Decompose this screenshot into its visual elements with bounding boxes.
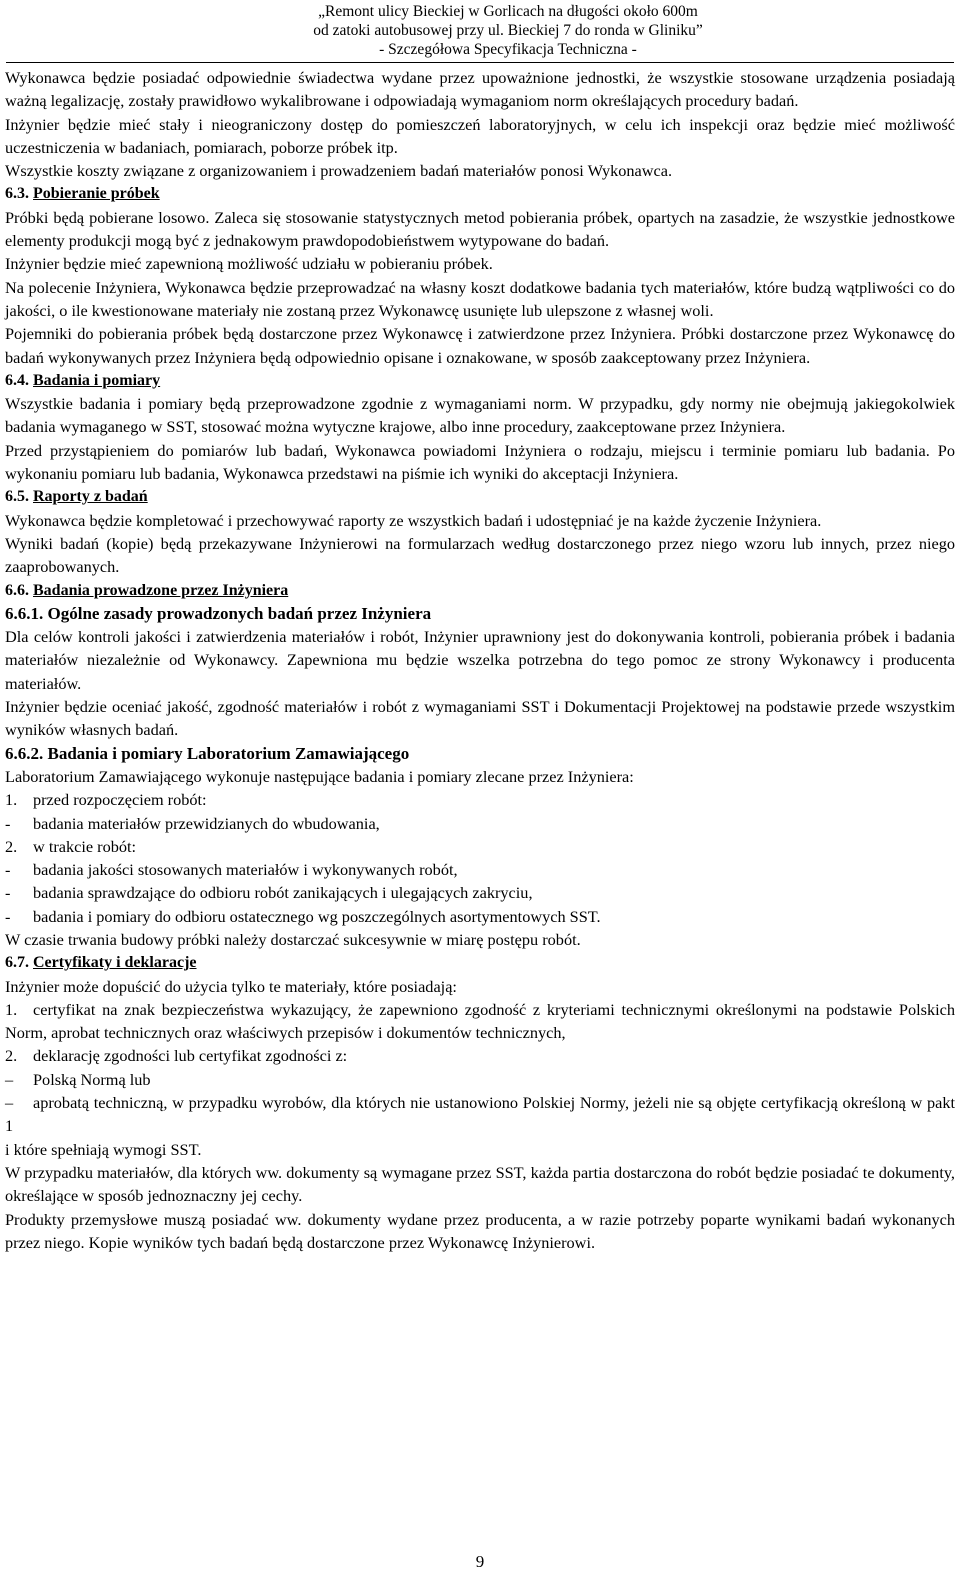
list-text: przed rozpoczęciem robót: bbox=[33, 790, 207, 810]
subsection-heading-6-6-2: 6.6.2. Badania i pomiary Laboratorium Zamawiającego bbox=[5, 743, 410, 763]
header-title-line2: od zatoki autobusowej przy ul. Bieckiej 7 do ronda w Gliniku” bbox=[313, 22, 703, 39]
list-marker: - bbox=[5, 813, 11, 833]
list-text: badania jakości stosowanych materiałów i wykonywanych robót, bbox=[33, 860, 458, 880]
list-marker: - bbox=[5, 906, 11, 926]
paragraph: Na polecenie Inżyniera, Wykonawca będzie przeprowadzać na własny koszt dodatkowe badania tych materiałów, które budzą wątpliwości co do jakości, o ile kwestionowane materiały nie zostaną przez Wykonawcę usunięte lub ulepszone z własnej woli. bbox=[5, 277, 955, 320]
paragraph: Inżynier będzie oceniać jakość, zgodność materiałów i robót z wymaganiami SST i Dokumentacji Projektowej na podstawie przede wszystkim wyników własnych badań. bbox=[5, 697, 955, 740]
list-item bbox=[5, 998, 955, 1045]
list-item bbox=[5, 858, 955, 881]
document-body bbox=[5, 66, 955, 1254]
list-marker: 2. bbox=[5, 836, 18, 856]
list-text: badania materiałów przewidzianych do wbudowania, bbox=[33, 813, 380, 833]
paragraph: Próbki będą pobierane losowo. Zaleca się stosowanie statystycznych metod pobierania próbek, opartych na zasadzie, że wszystkie jednostkowe elementy produkcji mogą być z jednakowym prawdopodobieństwem wytypowane do badań. bbox=[5, 207, 955, 251]
list-marker: - bbox=[5, 860, 11, 880]
list-item bbox=[5, 835, 955, 858]
paragraph: Przed przystąpieniem do pomiarów lub badań, Wykonawca powiadomi Inżyniera o rodzaju, miejscu i terminie pomiaru lub badania. Po wykonaniu pomiaru lub badania, Wykonawca przedstawi na piśmie ich wyniki do akceptacji Inżyniera. bbox=[5, 440, 955, 484]
section-number: 6.6. bbox=[5, 581, 29, 599]
section-heading-6-4 bbox=[5, 369, 955, 392]
paragraph: Produkty przemysłowe muszą posiadać ww. dokumenty wydane przez producenta, a w razie potrzeby poparte wynikami badań wykonanych przez niego. Kopie wyników tych badań będą dostarczone przez Wykonawcę Inżynierowi. bbox=[5, 1209, 955, 1252]
paragraph: Inżynier może dopuścić do użycia tylko te materiały, które posiadają: bbox=[5, 976, 457, 996]
paragraph: Wyniki badań (kopie) będą przekazywane Inżynierowi na formularzach według dostarczonego przez niego wzoru lub innych, przez niego zaaprobowanych. bbox=[5, 533, 955, 577]
list-marker: – bbox=[5, 1069, 14, 1089]
paragraph: Laboratorium Zamawiającego wykonuje następujące badania i pomiary zlecane przez Inżyniera: bbox=[5, 766, 634, 786]
paragraph: W przypadku materiałów, dla których ww. dokumenty są wymagane przez SST, każda partia dostarczona do robót będzie posiadać te dokumenty, określające w sposób jednoznaczny jej cechy. bbox=[5, 1162, 955, 1206]
section-heading-6-7 bbox=[5, 951, 955, 974]
paragraph: Inżynier będzie mieć stały i nieograniczony dostęp do pomieszczeń laboratoryjnych, w celu ich inspekcji oraz będzie mieć możliwość uczestniczenia w badaniach, pomiarach, poborze próbek itp. bbox=[5, 114, 955, 157]
list-text: certyfikat na znak bezpieczeństwa wykazujący, że zapewniono zgodność z kryteriami technicznymi określonymi na podstawie Polskich Norm, aprobat technicznych oraz właściwych przepisów i dokumentów technicznych, bbox=[5, 999, 955, 1043]
list-text: deklarację zgodności lub certyfikat zgodności z: bbox=[33, 1046, 348, 1066]
paragraph: Wykonawca będzie kompletować i przechowywać raporty ze wszystkich badań i udostępniać je na każde życzenie Inżyniera. bbox=[5, 510, 822, 530]
paragraph: Wszystkie koszty związane z organizowaniem i prowadzeniem badań materiałów ponosi Wykonawca. bbox=[5, 161, 673, 181]
paragraph: i które spełniają wymogi SST. bbox=[5, 1139, 202, 1159]
list-marker: 2. bbox=[5, 1046, 18, 1066]
header-divider bbox=[6, 62, 954, 63]
list-item bbox=[5, 1091, 955, 1138]
subsection-heading-6-6-1: 6.6.1. Ogólne zasady prowadzonych badań przez Inżyniera bbox=[5, 603, 432, 623]
section-title: Raporty z badań bbox=[33, 488, 148, 506]
paragraph: Inżynier będzie mieć zapewnioną możliwość udziału w pobieraniu próbek. bbox=[5, 254, 493, 274]
section-heading-6-3 bbox=[5, 182, 955, 205]
paragraph: W czasie trwania budowy próbki należy dostarczać sukcesywnie w miarę postępu robót. bbox=[5, 929, 581, 949]
list-item bbox=[5, 812, 955, 835]
section-number: 6.3. bbox=[5, 185, 29, 203]
list-marker: 1. bbox=[5, 790, 18, 810]
list-text: Polską Normą lub bbox=[33, 1069, 151, 1089]
list-item bbox=[5, 881, 955, 904]
list-item bbox=[5, 788, 955, 811]
list-item bbox=[5, 905, 955, 928]
list-marker: 1. bbox=[5, 999, 18, 1019]
list-marker: – bbox=[5, 1093, 14, 1113]
section-number: 6.4. bbox=[5, 371, 29, 389]
section-title: Certyfikaty i deklaracje bbox=[33, 954, 197, 972]
paragraph: Wszystkie badania i pomiary będą przeprowadzone zgodnie z wymaganiami norm. W przypadku, gdy normy nie obejmują jakiegokolwiek badania wymaganego w SST, stosować można wytyczne krajowe, albo inne procedury, zaakceptowane przez Inżyniera. bbox=[5, 394, 955, 437]
paragraph: Wykonawca będzie posiadać odpowiednie świadectwa wydane przez upoważnione jednostki, że wszystkie stosowane urządzenia posiadają ważną legalizację, zostały prawidłowo wykalibrowane i odpowiadają wymaganiom norm określających procedury badań. bbox=[5, 68, 955, 111]
paragraph: Pojemniki do pobierania próbek będą dostarczone przez Wykonawcę i zatwierdzone przez Inżyniera. Próbki dostarczone przez Wykonawcę do badań wykonywanych przez Inżyniera będą odpowiednio opisane i oznakowane, w sposób zaakceptowany przez Inżyniera. bbox=[5, 324, 955, 367]
section-number: 6.5. bbox=[5, 488, 29, 506]
list-item bbox=[5, 1068, 955, 1091]
list-text: badania sprawdzające do odbioru robót zanikających i ulegających zakryciu, bbox=[33, 883, 533, 903]
paragraph: Dla celów kontroli jakości i zatwierdzenia materiałów i robót, Inżynier uprawniony jest do dokonywania kontroli, pobierania próbek i badania materiałów niezależnie od Wykonawcy. Zapewniona mu będzie wszelka potrzebna do tego pomoc ze strony Wykonawcy i producenta materiałów. bbox=[5, 627, 955, 693]
list-item bbox=[5, 1044, 955, 1067]
section-title: Pobieranie próbek bbox=[33, 185, 160, 203]
section-title: Badania prowadzone przez Inżyniera bbox=[33, 581, 289, 599]
section-heading-6-6 bbox=[5, 579, 955, 602]
list-text: w trakcie robót: bbox=[33, 836, 137, 856]
list-text: badania i pomiary do odbioru ostatecznego wg poszczególnych asortymentowych SST. bbox=[33, 906, 601, 926]
section-title: Badania i pomiary bbox=[33, 371, 161, 389]
section-heading-6-5 bbox=[5, 485, 955, 508]
list-text: aprobatą techniczną, w przypadku wyrobów, dla których nie ustanowiono Polskiej Normy, jeżeli nie są objęte certyfikacją określoną w pakt 1 bbox=[5, 1093, 955, 1136]
list-marker: - bbox=[5, 883, 11, 903]
header-subtitle: - Szczegółowa Specyfikacja Techniczna - bbox=[379, 41, 637, 58]
document-header bbox=[288, 2, 728, 59]
header-title-line1: „Remont ulicy Bieckiej w Gorlicach na długości około 600m bbox=[318, 3, 698, 20]
page-number: 9 bbox=[475, 1552, 485, 1571]
section-number: 6.7. bbox=[5, 954, 29, 972]
